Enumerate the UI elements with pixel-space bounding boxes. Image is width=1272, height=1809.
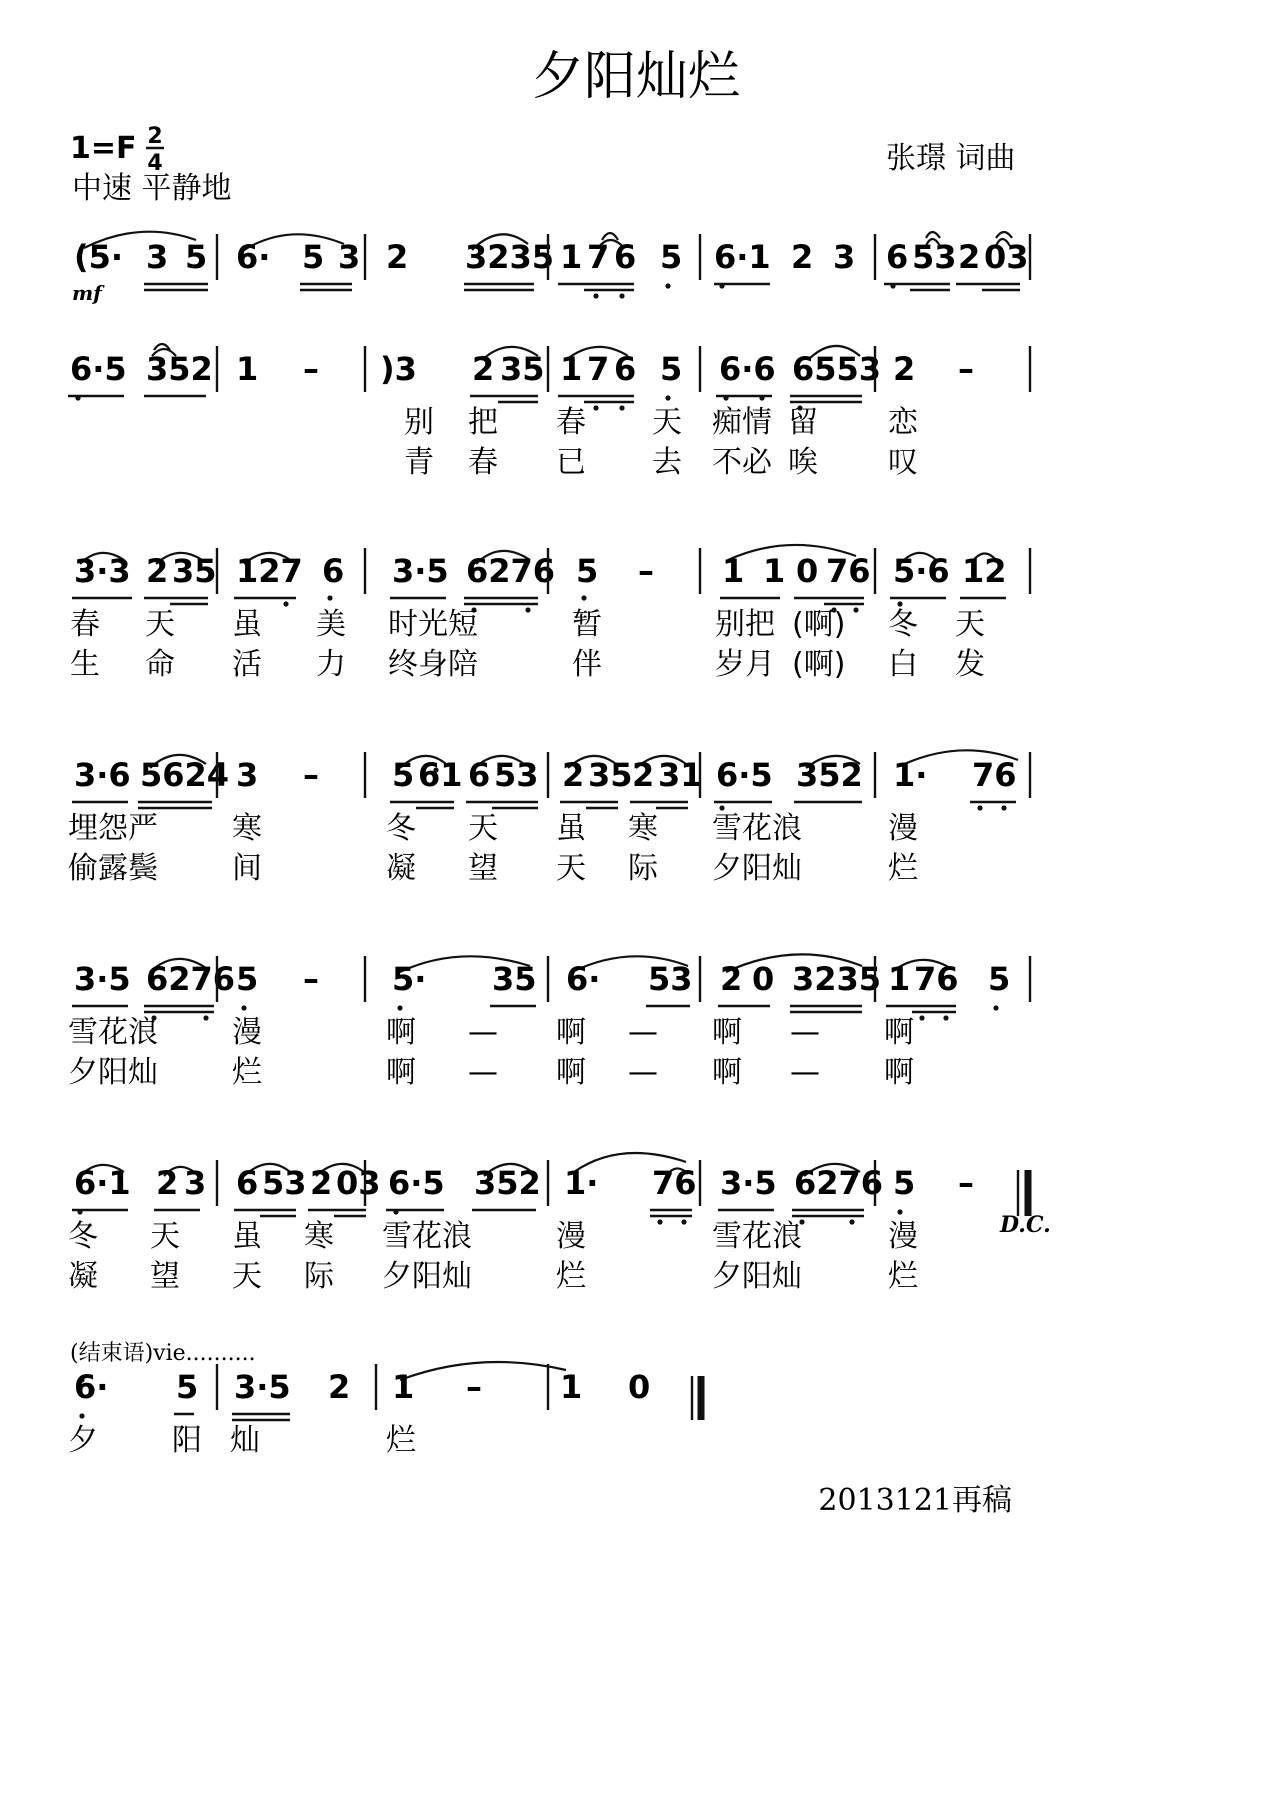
- lyric-verse-2: 命: [145, 647, 175, 682]
- lyric-verse-1: 暂: [572, 607, 602, 642]
- score-systems: [68, 234, 1030, 1458]
- lyric-verse-2: 烂: [556, 1259, 586, 1294]
- note-group: 5: [392, 756, 415, 794]
- note-group: 2: [893, 350, 916, 388]
- note-group: 5·: [392, 960, 427, 998]
- note-group: 2: [632, 756, 655, 794]
- note-group: 61: [418, 756, 463, 794]
- lyric-verse-2: 发: [955, 647, 985, 682]
- note-group: 6·: [566, 960, 601, 998]
- lyric-verse-2: 间: [232, 851, 262, 886]
- note-group: 53: [912, 238, 957, 276]
- lyric-verse-1: 冬: [386, 811, 416, 846]
- lyric-verse-2: 偷露鬓: [68, 851, 158, 886]
- note-group: 352: [796, 756, 863, 794]
- beam-lines: [68, 284, 1020, 1420]
- note-group: 352: [146, 350, 213, 388]
- note-group: 35: [588, 756, 633, 794]
- note-group: 3·6: [74, 756, 131, 794]
- lyric-verse-2: 唉: [788, 445, 818, 480]
- lyric-verse-2: 已: [556, 445, 586, 480]
- lyric-verse-2: 望: [150, 1259, 180, 1294]
- note-group: 5: [576, 552, 599, 590]
- lyric-verse-1: 冬: [68, 1219, 98, 1254]
- lyric-verse-2: 凝: [386, 851, 416, 886]
- lyric-verse-1: 啊: [556, 1015, 586, 1050]
- note-group: 76: [972, 756, 1017, 794]
- note-group: 35: [492, 960, 537, 998]
- note-group: 76: [826, 552, 871, 590]
- key-signature: 1=F: [70, 131, 137, 166]
- score-system: [68, 1364, 650, 1458]
- lyric-verse-1: —: [628, 1015, 658, 1050]
- lyric-verse-2: —: [790, 1055, 820, 1090]
- lyric-verse-1: 漫: [888, 811, 918, 846]
- note-group: 6·5: [70, 350, 127, 388]
- lyric-verse-2: 去: [652, 445, 682, 480]
- note-group: –: [638, 552, 654, 590]
- note-group: 6: [614, 238, 637, 276]
- lyric-verse-1: 恋: [888, 405, 918, 440]
- note-group: 6·1: [74, 1164, 131, 1202]
- note-group: 6553: [792, 350, 882, 388]
- note-group: 53: [648, 960, 693, 998]
- lyric-verse-2: —: [628, 1055, 658, 1090]
- score-system: [70, 548, 1030, 682]
- lyric-verse-2: 夕阳灿: [712, 1259, 802, 1294]
- note-group: 3·3: [74, 552, 131, 590]
- time-signature-bottom: 4: [147, 151, 163, 176]
- lyric-verse-2: 活: [232, 647, 262, 682]
- note-group: 352: [474, 1164, 541, 1202]
- lyric-verse-1: 寒: [304, 1219, 334, 1254]
- note-group: 3: [146, 238, 169, 276]
- note-group: 1·: [564, 1164, 599, 1202]
- dynamic-mark: mf: [72, 281, 102, 305]
- note-group: 3235: [465, 238, 555, 276]
- note-group: 127: [236, 552, 303, 590]
- lyric-verse-2: 春: [468, 445, 498, 480]
- lyric-verse-1: 啊: [386, 1015, 416, 1050]
- lyric-verse-1: 灿: [230, 1423, 260, 1458]
- note-group: 76: [652, 1164, 697, 1202]
- score-system: [70, 346, 1030, 480]
- note-group: 3: [184, 1164, 207, 1202]
- composer-credit: 张璟 词曲: [886, 141, 1016, 176]
- note-group: 5: [660, 238, 683, 276]
- note-group: 1·: [893, 756, 928, 794]
- note-group: (5·: [74, 238, 124, 276]
- note-group: –: [466, 1368, 482, 1406]
- note-group: 35: [172, 552, 217, 590]
- lyric-verse-2: 啊: [386, 1055, 416, 1090]
- lyric-verse-1: 冬: [888, 607, 918, 642]
- dc-mark: D.C.: [1000, 1212, 1051, 1238]
- lyric-verse-1: 烂: [386, 1423, 416, 1458]
- note-group: 6276: [794, 1164, 884, 1202]
- note-group: 2: [791, 238, 814, 276]
- lyric-verse-2: —: [468, 1055, 498, 1090]
- lyric-verse-2: 白: [888, 647, 918, 682]
- note-group: 0: [796, 552, 819, 590]
- lyric-verse-1: 雪花浪: [712, 1219, 802, 1254]
- note-group: 0: [628, 1368, 651, 1406]
- note-group: 6·: [74, 1368, 109, 1406]
- lyric-verse-2: 啊: [884, 1055, 914, 1090]
- score-system: [74, 234, 1030, 280]
- note-group: 35: [500, 350, 545, 388]
- note-group: 6: [236, 1164, 259, 1202]
- note-group: –: [303, 350, 319, 388]
- note-group: 7: [587, 238, 610, 276]
- score-system: [68, 956, 1030, 1090]
- note-group: 1: [722, 552, 745, 590]
- lyric-verse-2: 夕阳灿: [68, 1055, 158, 1090]
- note-group: 53: [494, 756, 539, 794]
- lyric-verse-1: 时光短: [388, 607, 478, 642]
- note-group: 1: [560, 238, 583, 276]
- lyric-verse-1: 阳: [172, 1423, 202, 1458]
- lyric-verse-2: 不必: [712, 445, 772, 480]
- lyric-verse-1: 漫: [556, 1219, 586, 1254]
- ending-label: (结束语)vie..........: [70, 1341, 256, 1366]
- note-group: 5: [988, 960, 1011, 998]
- lyric-verse-2: 终身陪: [388, 647, 478, 682]
- note-group: 6·5: [388, 1164, 445, 1202]
- lyric-verse-1: 天: [468, 811, 498, 846]
- note-group: 5: [660, 350, 683, 388]
- note-group: 6: [468, 756, 491, 794]
- note-group: 7: [587, 350, 610, 388]
- octave-dots: [75, 283, 1006, 1418]
- note-group: 31: [658, 756, 703, 794]
- note-group: 6·1: [714, 238, 771, 276]
- lyric-verse-1: 别把: [715, 607, 775, 642]
- lyric-verse-2: 天: [232, 1259, 262, 1294]
- lyric-verse-1: 春: [556, 405, 586, 440]
- lyric-verse-2: 夕阳灿: [712, 851, 802, 886]
- lyric-verse-2: 凝: [68, 1259, 98, 1294]
- lyric-verse-1: 雪花浪: [712, 811, 802, 846]
- lyric-verse-1: 啊: [712, 1015, 742, 1050]
- footer-date: 2013121再稿: [818, 1483, 1012, 1518]
- lyric-verse-1: 别: [404, 405, 434, 440]
- lyric-verse-2: 生: [70, 647, 100, 682]
- note-group: 2: [720, 960, 743, 998]
- lyric-verse-1: 埋怨严: [68, 811, 158, 846]
- fermata-marks: [154, 232, 1012, 350]
- lyric-verse-2: 烂: [232, 1055, 262, 1090]
- lyric-verse-1: —: [468, 1015, 498, 1050]
- lyric-verse-1: 天: [145, 607, 175, 642]
- note-group: –: [958, 350, 974, 388]
- note-group: 1: [392, 1368, 415, 1406]
- lyric-verse-1: 把: [468, 405, 498, 440]
- song-title: 夕阳灿烂: [531, 47, 741, 107]
- note-group: 6276: [466, 552, 556, 590]
- note-group: 1: [888, 960, 911, 998]
- note-group: 5624: [140, 756, 230, 794]
- note-group: 3: [338, 238, 361, 276]
- note-group: 1: [763, 552, 786, 590]
- note-group: 6·: [236, 238, 271, 276]
- note-group: 3·5: [234, 1368, 291, 1406]
- note-group: 2: [156, 1164, 179, 1202]
- lyric-verse-1: 漫: [888, 1219, 918, 1254]
- lyric-verse-2: 天: [556, 851, 586, 886]
- lyric-verse-1: 啊: [884, 1015, 914, 1050]
- lyric-verse-2: 望: [468, 851, 498, 886]
- lyric-verse-2: 啊: [712, 1055, 742, 1090]
- note-group: 1: [560, 1368, 583, 1406]
- note-group: 6: [886, 238, 909, 276]
- lyric-verse-2: 岁月: [715, 647, 775, 682]
- note-group: 6·6: [719, 350, 776, 388]
- lyric-verse-2: 烂: [888, 851, 918, 886]
- note-group: 2: [958, 238, 981, 276]
- note-group: 5: [236, 960, 259, 998]
- note-group: 6: [322, 552, 345, 590]
- tempo-marking: 中速 平静地: [72, 171, 232, 206]
- note-group: 03: [984, 238, 1029, 276]
- lyric-verse-2: 啊: [556, 1055, 586, 1090]
- lyric-verse-2: 际: [628, 851, 658, 886]
- slur-marks: [80, 232, 1018, 1380]
- lyric-verse-1: 虽: [232, 607, 262, 642]
- note-group: 2: [146, 552, 169, 590]
- lyric-verse-1: 寒: [628, 811, 658, 846]
- note-group: 2: [562, 756, 585, 794]
- note-group: 6·5: [716, 756, 773, 794]
- lyric-verse-2: 夕阳灿: [382, 1259, 472, 1294]
- time-signature-top: 2: [147, 124, 163, 149]
- score-system: [68, 1160, 974, 1294]
- note-group: 2: [472, 350, 495, 388]
- lyric-verse-2: 烂: [888, 1259, 918, 1294]
- lyric-verse-1: 春: [70, 607, 100, 642]
- lyric-verse-1: 美: [316, 607, 346, 642]
- lyric-verse-1: 天: [150, 1219, 180, 1254]
- note-group: 0: [752, 960, 775, 998]
- note-group: 12: [962, 552, 1007, 590]
- note-group: 2: [386, 238, 409, 276]
- lyric-verse-2: 青: [404, 445, 434, 480]
- note-group: 1: [236, 350, 259, 388]
- note-group: 3·5: [392, 552, 449, 590]
- note-group: 3: [833, 238, 856, 276]
- lyric-verse-2: 力: [316, 647, 346, 682]
- score-system: [68, 752, 1030, 886]
- note-group: 1: [560, 350, 583, 388]
- lyric-verse-1: 漫: [232, 1015, 262, 1050]
- lyric-verse-1: 天: [652, 405, 682, 440]
- note-group: 5·6: [893, 552, 950, 590]
- lyric-verse-1: 寒: [232, 811, 262, 846]
- note-group: 5: [176, 1368, 199, 1406]
- note-group: 76: [914, 960, 959, 998]
- lyric-verse-1: 留: [788, 405, 818, 440]
- lyric-verse-1: 痴情: [712, 405, 772, 440]
- note-group: –: [303, 756, 319, 794]
- lyric-verse-1: 天: [955, 607, 985, 642]
- lyric-verse-2: 伴: [572, 647, 602, 682]
- lyric-verse-1: 雪花浪: [68, 1015, 158, 1050]
- lyric-verse-2: 际: [304, 1259, 334, 1294]
- note-group: 5: [185, 238, 208, 276]
- note-group: –: [958, 1164, 974, 1202]
- note-group: 3·5: [74, 960, 131, 998]
- note-group: 5: [302, 238, 325, 276]
- note-group: 6276: [146, 960, 236, 998]
- lyric-verse-1: 虽: [556, 811, 586, 846]
- lyric-verse-2: 叹: [888, 445, 918, 480]
- lyric-verse-1: 夕: [68, 1423, 98, 1458]
- note-group: 3·5: [720, 1164, 777, 1202]
- note-group: 2: [310, 1164, 333, 1202]
- note-group: )3: [380, 350, 417, 388]
- lyric-verse-1: (啊): [792, 607, 846, 642]
- note-group: 6: [614, 350, 637, 388]
- note-group: 03: [336, 1164, 381, 1202]
- note-group: 3235: [792, 960, 882, 998]
- lyric-verse-1: 虽: [232, 1219, 262, 1254]
- note-group: 5: [893, 1164, 916, 1202]
- note-group: 2: [328, 1368, 351, 1406]
- lyric-verse-1: —: [790, 1015, 820, 1050]
- note-group: –: [303, 960, 319, 998]
- lyric-verse-2: (啊): [792, 647, 846, 682]
- note-group: 53: [262, 1164, 307, 1202]
- lyric-verse-1: 雪花浪: [382, 1219, 472, 1254]
- note-group: 3: [236, 756, 259, 794]
